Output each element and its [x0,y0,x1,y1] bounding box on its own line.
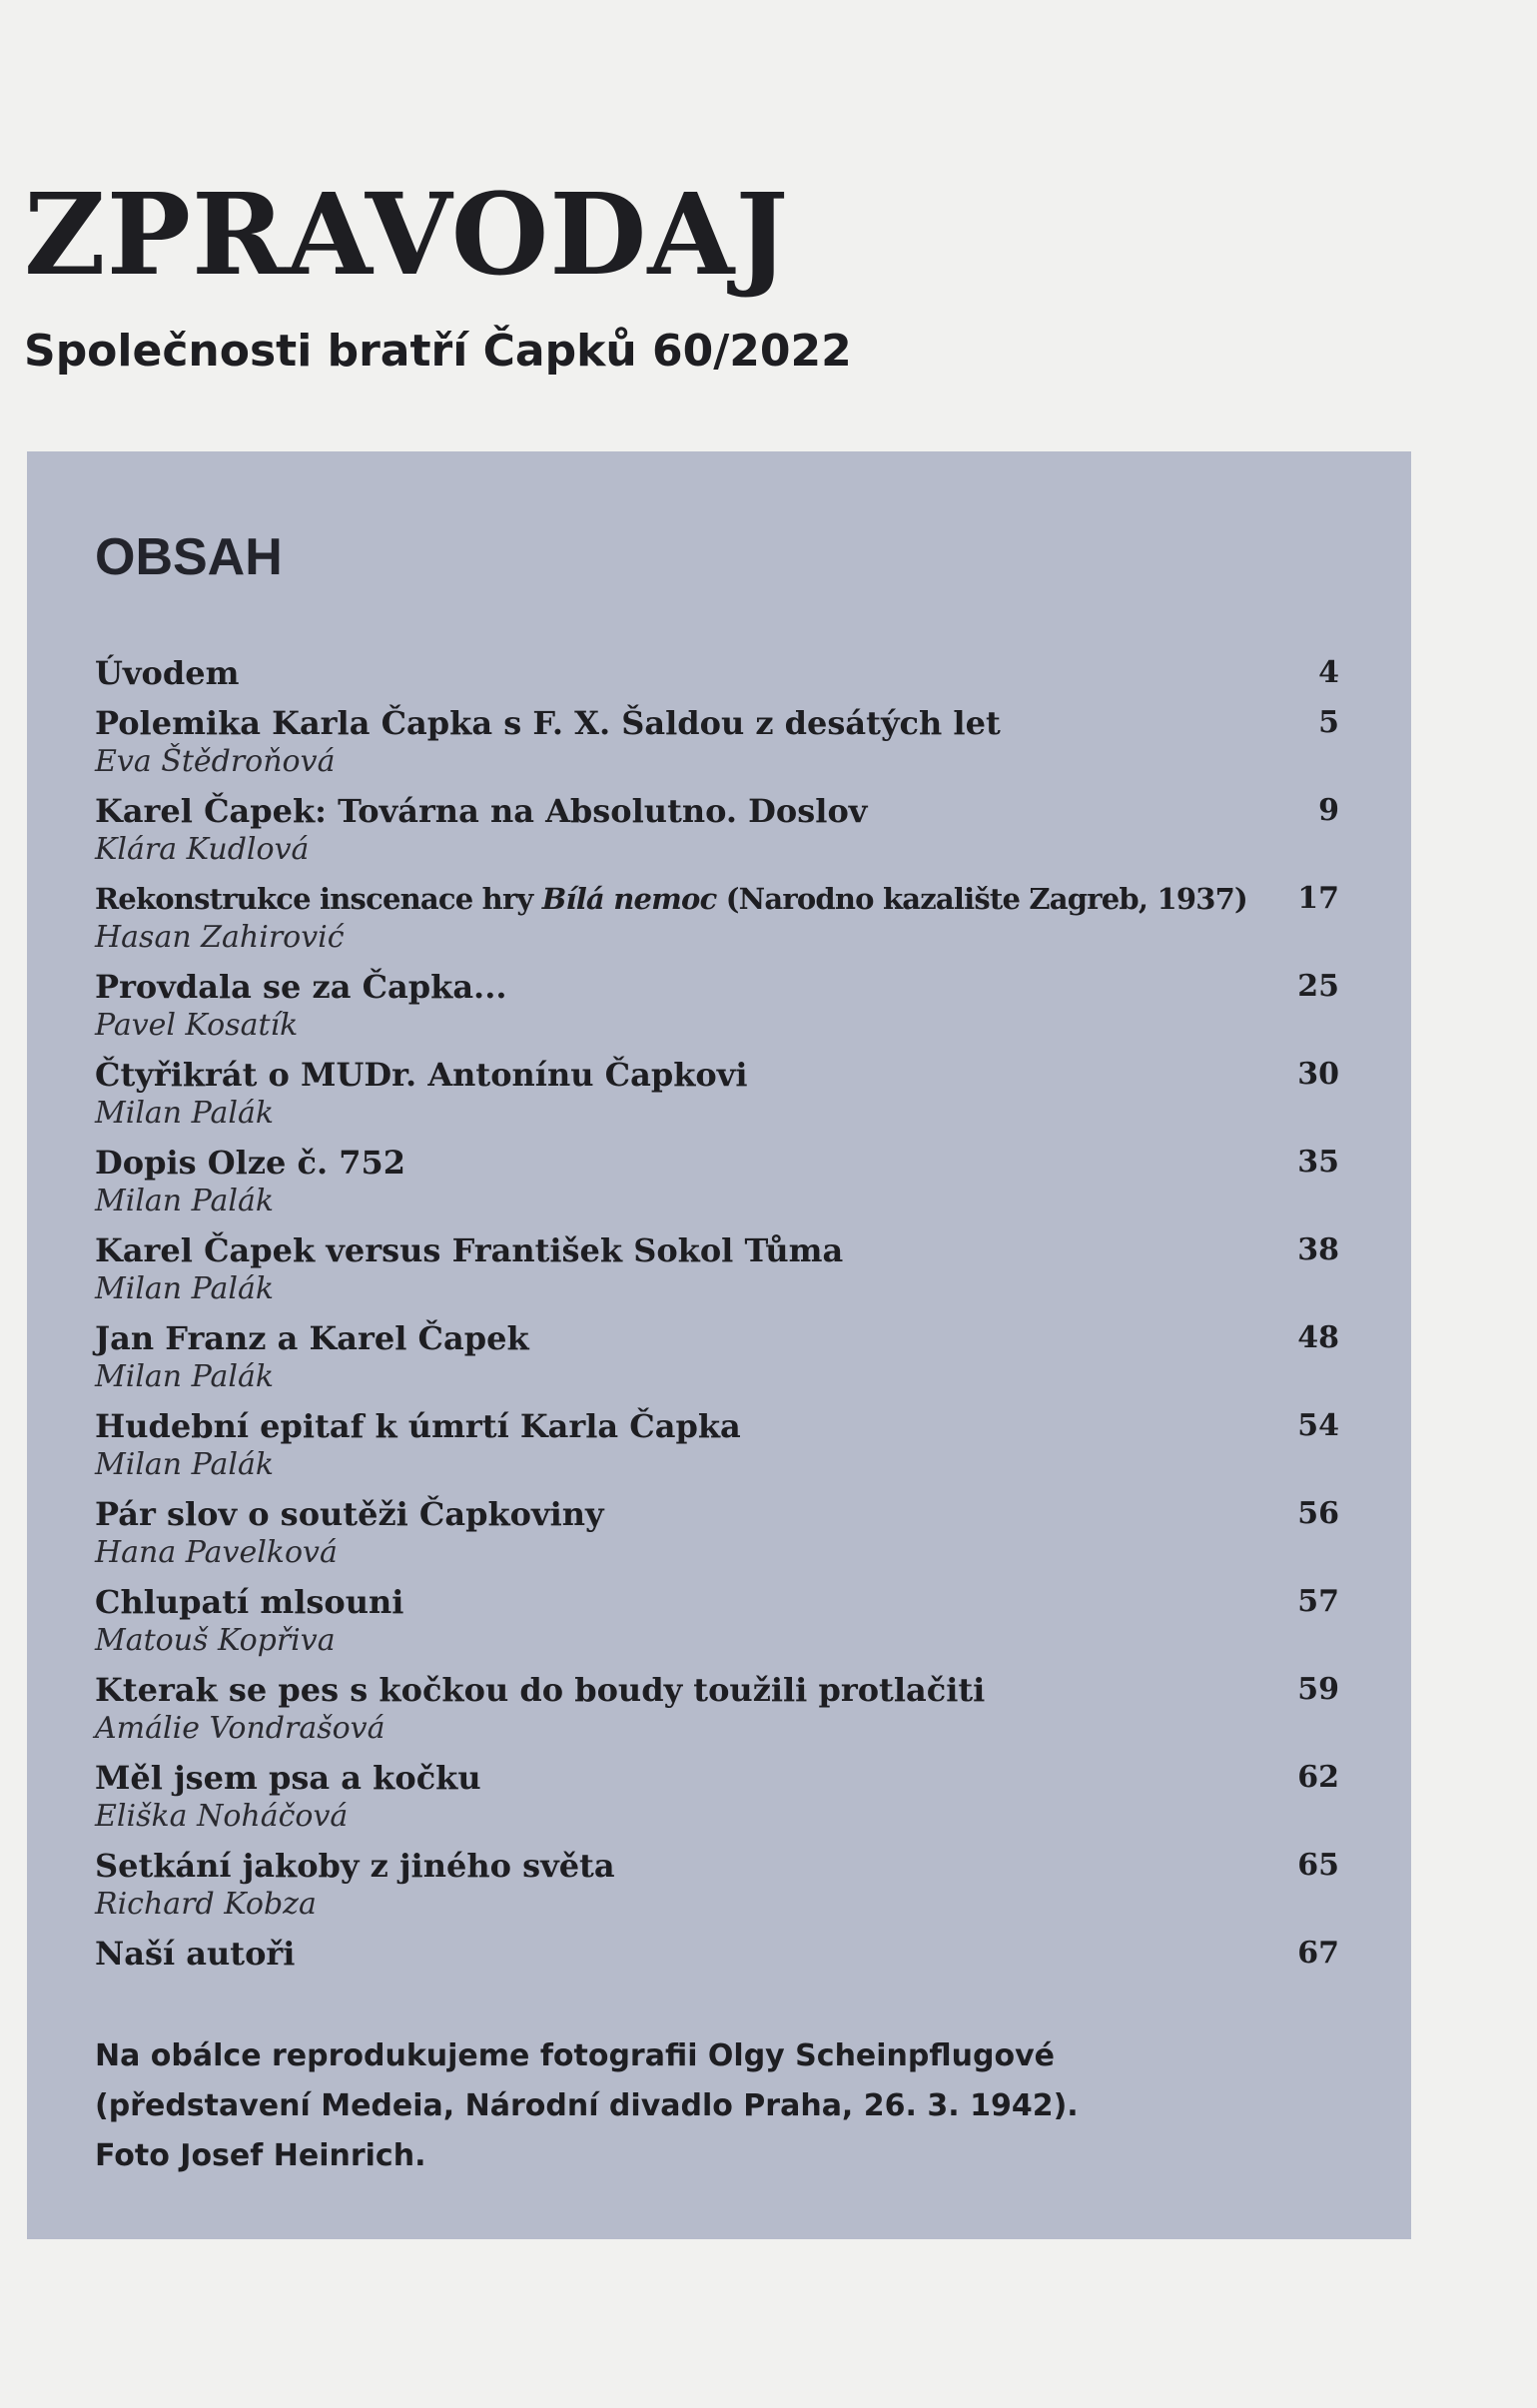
entry-author: Milan Palák [95,1184,275,1218]
entry-page-number: 9 [1318,793,1339,828]
publication-title: ZPRAVODAJ [24,170,790,301]
entry-title: Provdala se za Čapka... [95,968,507,1006]
entry-title-italic: Bílá nemoc [541,882,717,916]
entry-title: Dopis Olze č. 752 [95,1144,406,1182]
entry-author: Hana Pavelková [95,1535,338,1570]
entry-title: Setkání jakoby z jiného světa [95,1847,615,1885]
entry-title: Chlupatí mlsouni [95,1583,404,1621]
entry-author: Richard Kobza [95,1887,317,1922]
entry-title: Čtyřikrát o MUDr. Antonínu Čapkovi [95,1056,748,1094]
cover-note [95,2031,1339,2181]
entry-author: Milan Palák [95,1359,275,1394]
entry-author: Hasan Zahirović [95,920,345,955]
contents-entry [95,791,1339,869]
cover-note-line: Foto Josef Heinrich. [95,2138,426,2173]
entry-page-number: 54 [1297,1408,1339,1443]
cover-note-line: (představení Medeia, Národní divadlo Praha, 26. 3. 1942). [95,2088,1079,2123]
entry-page-number: 56 [1297,1496,1339,1531]
table-of-contents [27,451,1411,2239]
entry-author: Milan Palák [95,1096,275,1131]
entry-author: Eva Štědroňová [95,744,336,779]
contents-heading: OBSAH [95,528,283,586]
contents-entry [95,1318,1339,1396]
contents-entry [95,1406,1339,1484]
entry-page-number: 59 [1297,1672,1339,1707]
entry-page-number: 25 [1297,969,1339,1004]
entry-author: Matouš Kopřiva [95,1623,336,1658]
entry-title: Úvodem [95,654,240,692]
entry-title: Karel Čapek: Továrna na Absolutno. Doslov [95,792,868,830]
contents-entry [95,653,1339,693]
contents-entry [95,1670,1339,1748]
entry-page-number: 35 [1297,1145,1339,1180]
entry-title [95,879,1339,919]
contents-entry [95,1934,1339,1974]
entry-title: Pár slov o soutěži Čapkoviny [95,1495,604,1533]
contents-entry [95,967,1339,1045]
contents-entry [95,1582,1339,1660]
publication-subtitle: Společnosti bratří Čapků 60/2022 [24,326,852,377]
entry-author: Milan Palák [95,1271,275,1306]
entry-author: Pavel Kosatík [95,1008,299,1043]
contents-entry [95,1494,1339,1572]
masthead [24,170,1222,377]
contents-entry [95,1758,1339,1836]
entry-page-number: 57 [1297,1584,1339,1619]
contents-list [95,653,1339,1974]
entry-author: Milan Palák [95,1447,275,1482]
entry-page-number: 62 [1297,1760,1339,1795]
entry-title: Polemika Karla Čapka s F. X. Šaldou z desátých let [95,704,1001,742]
entry-page-number: 4 [1318,655,1339,690]
entry-title: Karel Čapek versus František Sokol Tůma [95,1231,844,1269]
entry-title: Naší autoři [95,1935,296,1973]
entry-title: Jan Franz a Karel Čapek [95,1319,529,1357]
entry-author: Eliška Noháčová [95,1799,349,1834]
entry-author: Klára Kudlová [95,832,310,867]
contents-entry [95,879,1339,957]
contents-entry [95,1230,1339,1308]
entry-page-number: 38 [1297,1232,1339,1267]
contents-entry [95,1143,1339,1220]
entry-title-part: Rekonstrukce inscenace hry [95,882,542,916]
entry-title: Měl jsem psa a kočku [95,1759,481,1797]
entry-page-number: 30 [1297,1057,1339,1092]
entry-page-number: 17 [1297,881,1339,916]
entry-page-number: 5 [1318,705,1339,740]
entry-page-number: 65 [1297,1848,1339,1883]
entry-title: Hudební epitaf k úmrtí Karla Čapka [95,1407,741,1445]
entry-page-number: 48 [1297,1320,1339,1355]
cover-note-line: Na obálce reprodukujeme fotografii Olgy Scheinpflugové [95,2038,1055,2073]
entry-title: Kterak se pes s kočkou do boudy toužili protlačiti [95,1671,986,1709]
contents-entry [95,1846,1339,1924]
entry-author: Amálie Vondrašová [95,1711,385,1746]
contents-entry [95,1055,1339,1133]
contents-entry [95,703,1339,781]
entry-page-number: 67 [1297,1936,1339,1971]
entry-title-part: (Narodno kazalište Zagreb, 1937) [716,882,1247,916]
